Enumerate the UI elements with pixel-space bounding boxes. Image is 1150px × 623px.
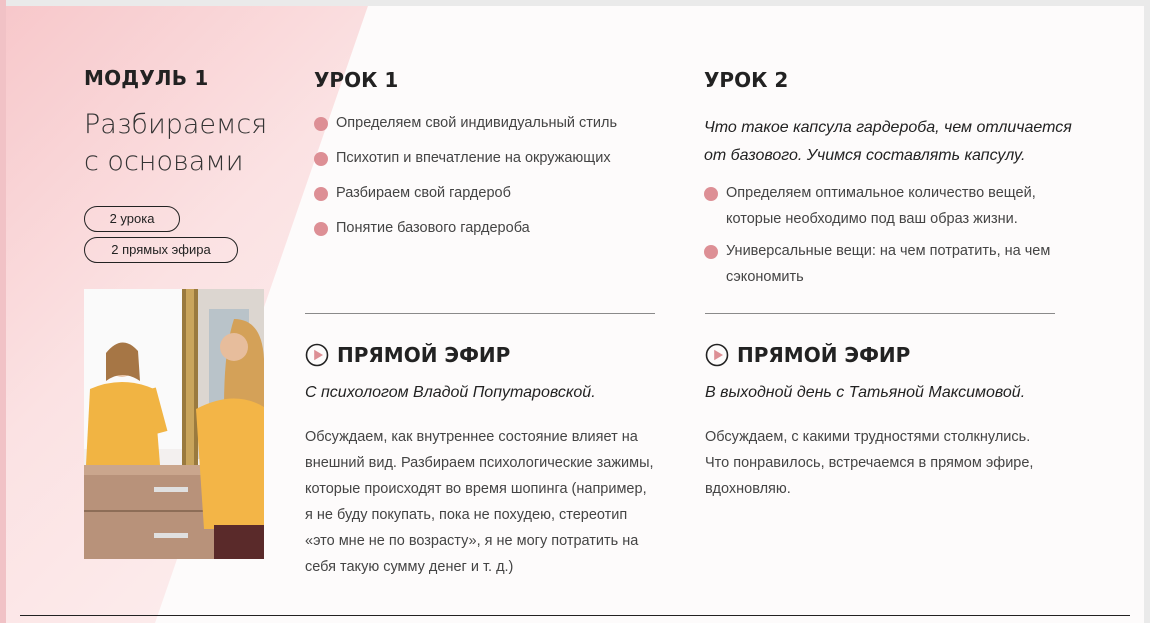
live-title: ПРЯМОЙ ЭФИР — [737, 343, 911, 367]
lesson1-live-description: Обсуждаем, как внутреннее состояние влияет на внешний вид. Разбираем психологические зажимы, которые происходят во время шопинга (например, я не буду покупать, пока не похудею, стереотип «это мне не по возрасту», я не могу потратить на себя такую сумму денег и т. д.) — [305, 429, 654, 575]
lesson2-live-subtitle: В выходной день с Татьяной Максимовой. — [705, 384, 1026, 401]
play-circle-icon — [705, 343, 729, 367]
lesson1-topics — [314, 110, 654, 250]
dot-icon — [314, 152, 328, 166]
list-item-text: Психотип и впечатление на окружающих — [336, 150, 611, 166]
lesson2-title: УРОК 2 — [704, 68, 789, 92]
list-item — [314, 180, 654, 206]
lesson2-live-heading — [705, 343, 910, 367]
dot-icon — [314, 222, 328, 236]
woman-mirror-photo — [84, 289, 264, 559]
list-item-text: Универсальные вещи: на чем потратить, на чем сэкономить — [726, 243, 1051, 285]
dot-icon — [314, 117, 328, 131]
lesson1-live-subtitle: С психологом Владой Попутаровской. — [305, 384, 596, 401]
live-title: ПРЯМОЙ ЭФИР — [337, 343, 511, 367]
list-item — [704, 180, 1064, 232]
lesson1-divider — [305, 313, 655, 314]
list-item — [314, 215, 654, 241]
top-border — [0, 0, 1150, 6]
lessons-count-badge: 2 урока — [84, 206, 180, 232]
list-item — [314, 145, 654, 171]
bottom-divider — [20, 615, 1130, 616]
dot-icon — [314, 187, 328, 201]
live-count-badge: 2 прямых эфира — [84, 237, 238, 263]
list-item — [704, 238, 1064, 290]
list-item — [314, 110, 654, 136]
lesson1-title: УРОК 1 — [314, 68, 399, 92]
list-item-text: Разбираем свой гардероб — [336, 185, 511, 201]
list-item-text: Определяем оптимальное количество вещей, которые необходимо под ваш образ жизни. — [726, 185, 1036, 227]
list-item-text: Понятие базового гардероба — [336, 220, 530, 236]
lesson2-intro: Что такое капсула гардероба, чем отличается от базового. Учимся составлять капсулу. — [704, 119, 1072, 164]
lesson2-divider — [705, 313, 1055, 314]
photo-illustration — [84, 289, 264, 559]
right-border — [1144, 0, 1150, 623]
lesson1-live-heading — [305, 343, 510, 367]
lesson2-live-description: Обсуждаем, с какими трудностями столкнулись. Что понравилось, встречаемся в прямом эфире, вдохновляю. — [705, 429, 1034, 497]
module-label: МОДУЛЬ 1 — [84, 66, 209, 90]
dot-icon — [704, 245, 718, 259]
module-title: Разбираемся с основами — [84, 109, 268, 177]
left-border — [0, 0, 6, 623]
lesson2-topics — [704, 180, 1064, 296]
list-item-text: Определяем свой индивидуальный стиль — [336, 115, 618, 131]
dot-icon — [704, 187, 718, 201]
play-circle-icon — [305, 343, 329, 367]
